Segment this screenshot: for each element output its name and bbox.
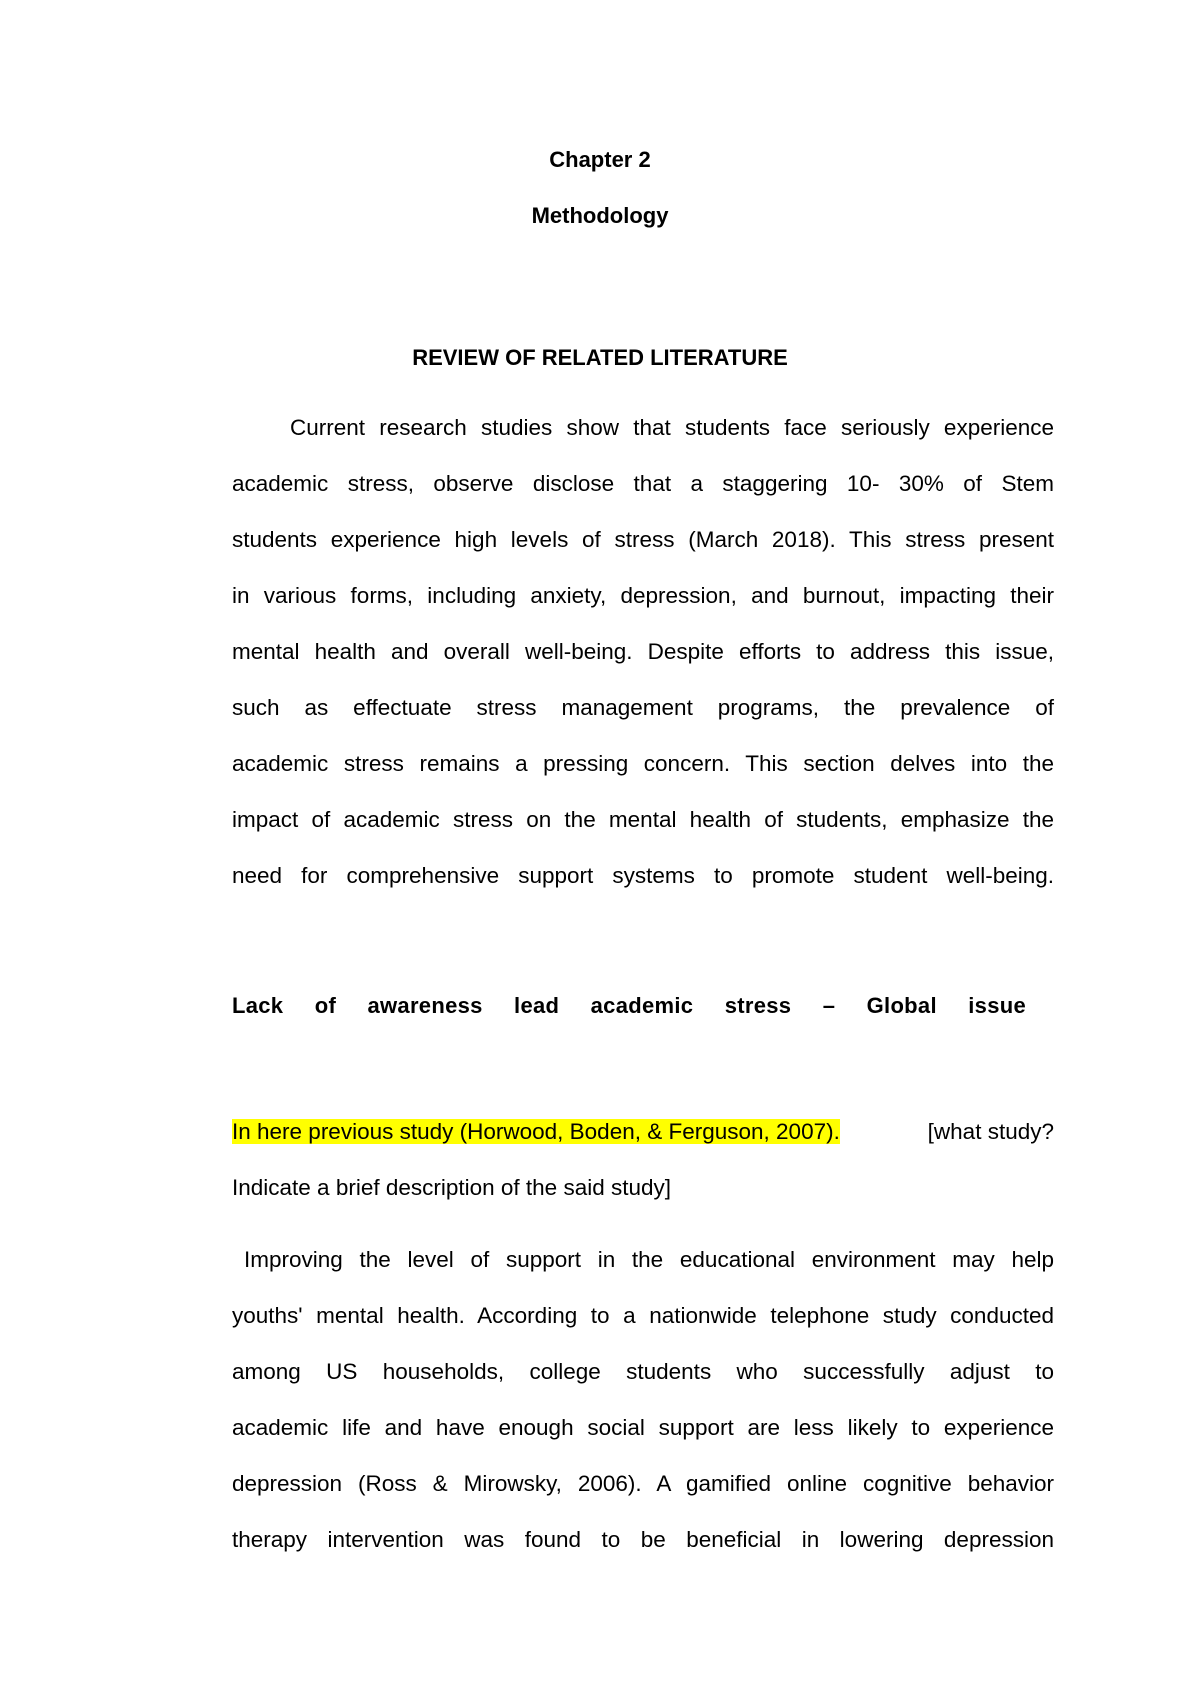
section-title: REVIEW OF RELATED LITERATURE <box>412 345 788 370</box>
reviewer-comment: [what study? <box>927 1119 1054 1144</box>
paragraph-line: need for comprehensive support systems to promote student well-being. <box>232 863 1054 888</box>
highlighted-text: In here previous study (Horwood, Boden, & Ferguson, 2007). <box>232 1119 840 1144</box>
reviewer-comment-line: Indicate a brief description of the said study] <box>232 1175 672 1200</box>
paragraph-support <box>232 1232 1054 1568</box>
paragraph-line: mental health and overall well-being. Despite efforts to address this issue, <box>232 639 1054 664</box>
paragraph-intro <box>232 400 1054 904</box>
paragraph-line: academic life and have enough social support are less likely to experience <box>232 1415 1054 1440</box>
paragraph-line: students experience high levels of stress (March 2018). This stress present <box>232 527 1054 552</box>
paragraph-line: academic stress, observe disclose that a staggering 10- 30% of Stem <box>232 471 1054 496</box>
chapter-number: Chapter 2 <box>549 147 651 172</box>
paragraph-line: Improving the level of support in the educational environment may help <box>244 1247 1054 1272</box>
paragraph-line: impact of academic stress on the mental health of students, emphasize the <box>232 807 1054 832</box>
paragraph-line: in various forms, including anxiety, depression, and burnout, impacting their <box>232 583 1054 608</box>
subheading: Lack of awareness lead academic stress – Global issue <box>232 993 1026 1018</box>
paragraph-line: such as effectuate stress management programs, the prevalence of <box>232 695 1054 720</box>
paragraph-line: among US households, college students who successfully adjust to <box>232 1359 1054 1384</box>
paragraph-line: therapy intervention was found to be beneficial in lowering depression <box>232 1527 1054 1552</box>
paragraph-line: Current research studies show that students face seriously experience <box>290 415 1054 440</box>
paragraph-line: academic stress remains a pressing concern. This section delves into the <box>232 751 1054 776</box>
paragraph-line: youths' mental health. According to a nationwide telephone study conducted <box>232 1303 1054 1328</box>
comment-line <box>232 1104 1054 1160</box>
chapter-title: Methodology <box>531 203 669 228</box>
comment-paragraph <box>232 1104 1054 1216</box>
paragraph-line: depression (Ross & Mirowsky, 2006). A gamified online cognitive behavior <box>232 1471 1054 1496</box>
